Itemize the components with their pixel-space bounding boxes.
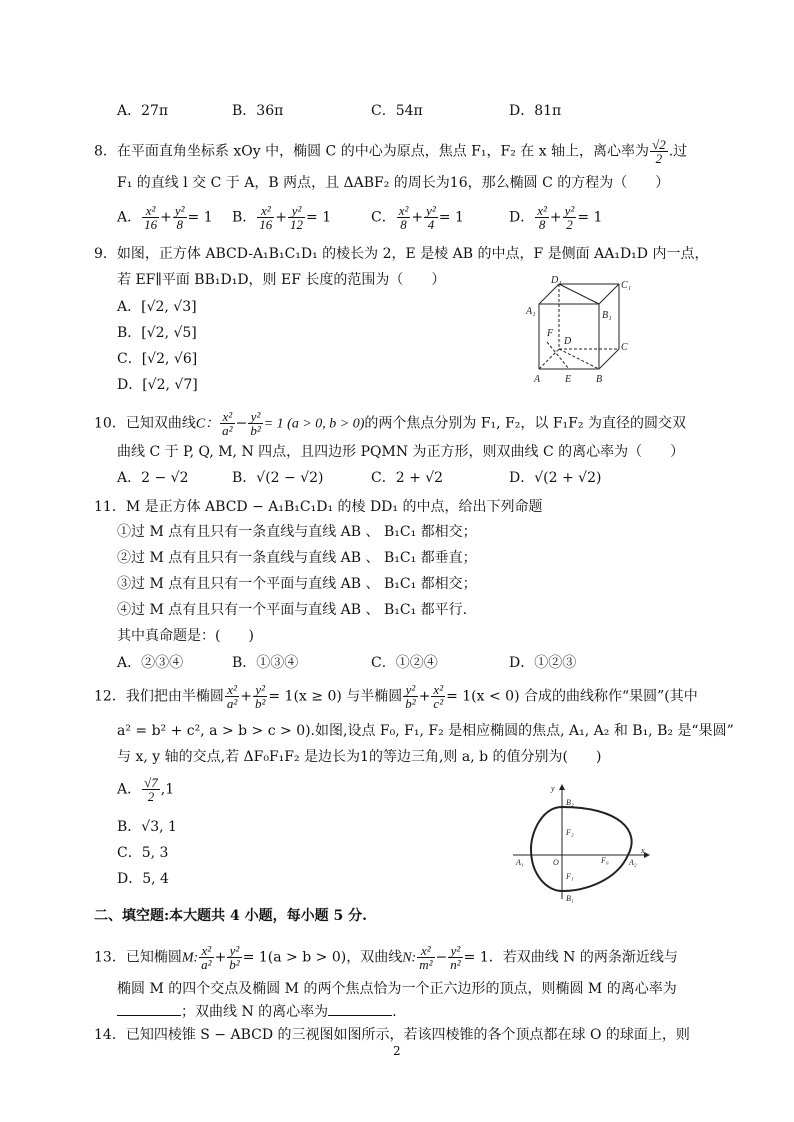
label-f2: F₂: [566, 828, 574, 837]
label-b1: B₁: [602, 310, 612, 321]
q10-option-d: D．√(2 + √2): [509, 470, 602, 486]
label-a1: A₁: [516, 858, 524, 867]
diag-d1b1: [559, 284, 599, 304]
diag-db-hidden: [559, 349, 599, 369]
q11-prop-1: ①过 M 点有且只有一条直线与直线 AB 、 B₁C₁ 都相交；: [117, 524, 477, 540]
label-d: D: [564, 336, 572, 347]
cube-figure: [524, 274, 644, 389]
edge-a1d1: [539, 284, 559, 304]
label-d1: D₁: [551, 275, 562, 286]
q9-stem-line2: 若 EF∥平面 BB₁D₁D，则 EF 长度的范围为（ ）: [117, 272, 446, 288]
label-e: E: [565, 374, 572, 385]
label-c: C: [621, 342, 628, 353]
q8-option-a: A． $\frac{\text{x²}}{16}$ + $\frac{\text{y²}}{8}$ = 1: [117, 203, 213, 232]
q7-option-c: C．54π: [371, 103, 423, 119]
q12-option-b: B．√3, 1: [117, 819, 177, 835]
label-x: x: [641, 846, 645, 855]
q11-option-c: C．①②④: [371, 655, 438, 671]
guoyuan-figure: [511, 783, 653, 905]
q8-option-d: D． $\frac{\text{x²}}{8}$ + $\frac{\text{y²}}{2}$ = 1: [509, 203, 603, 232]
q12-option-a: A． $\frac{√7}{2}$ ,1: [117, 775, 175, 804]
label-o: O: [553, 858, 559, 867]
edge-bc: [599, 349, 619, 369]
q11-stem: 11．M 是正方体 ABCD − A₁B₁C₁D₁ 的棱 DD₁ 的中点，给出下列命题: [94, 499, 543, 515]
q12-option-c: C．5, 3: [117, 845, 169, 861]
q13-blank-2[interactable]: [328, 1003, 392, 1016]
q14-stem: 14．已知四棱锥 S − ABCD 的三视图如图所示，若该四棱锥的各个顶点都在球 O 的球面上，则: [94, 1027, 690, 1043]
q11-option-b: B．①③④: [232, 655, 299, 671]
label-b: B: [596, 374, 603, 385]
q13-stem-line2: 椭圆 M 的四个交点及椭圆 M 的两个焦点恰为一个正六边形的顶点，则椭圆 M 的离心率为: [117, 981, 677, 997]
q7-option-b: B．36π: [232, 103, 284, 119]
q7-option-a: A．27π: [117, 103, 169, 119]
q10-option-b: B．√(2 − √2): [232, 470, 324, 486]
q11-prop-2: ②过 M 点有且只有一条直线与直线 AB 、 B₁C₁ 都垂直；: [117, 550, 477, 566]
q10-stem-rest: 的两个焦点分别为 F₁, F₂，以 F₁F₂ 为直径的圆交双: [364, 415, 686, 432]
q8-option-c: C． $\frac{\text{x²}}{8}$ + $\frac{\text{y²}}{4}$ = 1: [371, 203, 464, 232]
q12-stem-line2: a² = b² + c², a > b > c > 0).如图,设点 F₀, F₁, F₂ 是相应椭圆的焦点, A₁, A₂ 和 B₁, B₂ 是“果圆”: [117, 723, 734, 739]
q12-stem-line3: 与 x, y 轴的交点,若 ΔF₀F₁F₂ 是边长为1的等边三角,则 a, b 的值分别为( ): [117, 749, 602, 765]
q13-blank-1[interactable]: [117, 1003, 181, 1016]
q11-prop-4: ④过 M 点有且只有一个平面与直线 AB 、 B₁C₁ 都平行.: [117, 602, 468, 618]
label-b1: B₁: [566, 894, 574, 903]
q9-option-b: B．[√2, √5]: [117, 325, 197, 341]
section-2-title: 二、填空题:本大题共 4 小题，每小题 5 分.: [94, 908, 368, 924]
q13-lead: 13．已知椭圆: [94, 949, 182, 966]
label-y: y: [551, 784, 555, 793]
q9-option-a: A．[√2, √3]: [117, 299, 197, 315]
q7-option-d: D．81π: [509, 103, 562, 119]
q11-prop-3: ③过 M 点有且只有一个平面与直线 AB 、 B₁C₁ 都相交；: [117, 576, 477, 592]
q10-option-a: A．2 − √2: [117, 470, 189, 486]
label-c1: C₁: [621, 280, 632, 291]
label-a1: A₁: [526, 306, 536, 317]
page-number: 2: [393, 1044, 401, 1058]
q8-stem-line2: F₁ 的直线 l 交 C 于 A，B 两点，且 ΔABF₂ 的周长为16，那么椭圆 C 的方程为（ ）: [117, 175, 670, 191]
half-ellipse-left: [531, 807, 562, 891]
q10-stem-line2: 曲线 C 于 P, Q, M, N 四点，且四边形 PQMN 为正方形，则双曲线 C 的离心率为（ ）: [117, 444, 685, 460]
label-f0: F₀: [601, 856, 609, 865]
q12-lead: 12．我们把由半椭圆: [94, 688, 224, 705]
edge-ad-hidden: [539, 349, 559, 369]
q8-option-b: B． $\frac{\text{x²}}{16}$ + $\frac{\text{y²}}{12}$ = 1: [232, 203, 332, 232]
q8-eccentricity-fraction: $\frac{√2}{2}$: [652, 137, 666, 166]
label-f1: F₁: [566, 872, 574, 881]
q12-option-d: D．5, 4: [117, 871, 169, 887]
q11-ask: 其中真命题是：( ): [117, 628, 254, 644]
label-b2: B₂: [566, 798, 574, 807]
q9-option-c: C．[√2, √6]: [117, 351, 198, 367]
x-axis-arrow-icon: [644, 852, 650, 858]
q11-option-a: A．②③④: [117, 655, 184, 671]
q8-stem-line1: 8．在平面直角坐标系 xOy 中，椭圆 C 的中心为原点，焦点 F₁，F₂ 在 x 轴上，离心率为: [94, 143, 650, 160]
label-a: A: [534, 374, 541, 385]
q10-lead: 10．已知双曲线: [94, 415, 196, 432]
y-axis-arrow-icon: [559, 784, 565, 790]
label-f: F: [547, 328, 554, 339]
q11-option-d: D．①②③: [509, 655, 577, 671]
edge-b1c1: [599, 284, 619, 304]
q10-option-c: C．2 + √2: [371, 470, 444, 486]
label-a2: A₂: [629, 858, 637, 867]
q9-option-d: D．[√2, √7]: [117, 377, 198, 393]
q9-stem-line1: 9．如图，正方体 ABCD-A₁B₁C₁D₁ 的棱长为 2，E 是棱 AB 的中点，F 是侧面 AA₁D₁D 内一点，: [94, 246, 709, 262]
